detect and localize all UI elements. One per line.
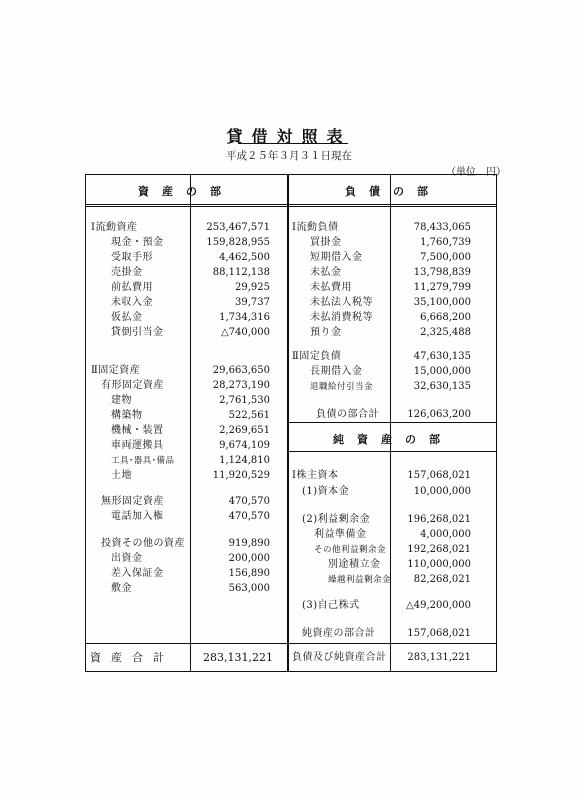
title-underline <box>238 143 348 144</box>
asset-item-label: 車両運搬具 <box>111 440 164 451</box>
asset-item-value: 1,734,316 <box>219 312 270 323</box>
asset-item-label: 出資金 <box>111 553 143 564</box>
assets-total-row <box>90 651 273 665</box>
asset-item-label: 現金・預金 <box>111 237 164 248</box>
asset-item-label: 敷金 <box>111 583 132 594</box>
liability-item-label: 短期借入金 <box>310 252 363 263</box>
asset-item-label: 仮払金 <box>111 312 143 323</box>
asset-item-label: 構築物 <box>111 410 143 421</box>
asset-item-value: 253,467,571 <box>206 222 270 233</box>
net-assets-total-separator <box>288 643 497 644</box>
liability-item-row <box>292 251 471 265</box>
liability-item-row <box>292 236 471 250</box>
asset-item-value: 156,890 <box>228 568 270 579</box>
net-asset-item-label: (2)利益剰余金 <box>302 514 371 525</box>
asset-item-row <box>91 236 270 250</box>
net-asset-item-value: 4,000,000 <box>420 529 471 540</box>
asset-item-label: 貸倒引当金 <box>111 327 164 338</box>
asset-item-label: 売掛金 <box>111 267 143 278</box>
asset-item-row <box>91 552 270 566</box>
center-divider <box>287 174 289 672</box>
asset-item-row <box>91 567 270 581</box>
liability-item-value: 2,325,488 <box>420 327 471 338</box>
asset-item-label: 受取手形 <box>111 252 153 263</box>
asset-item-value: 919,890 <box>228 538 270 549</box>
asset-item-value: 88,112,138 <box>212 267 270 278</box>
asset-item-label: 土地 <box>111 470 132 481</box>
asset-item-value: 9,674,109 <box>219 440 270 451</box>
liabilities-header: 負債の部 <box>345 185 441 198</box>
liability-item-label: Ⅱ固定負債 <box>292 351 342 362</box>
asset-item-label: 工具･器具･備品 <box>111 456 175 466</box>
asset-item-value: 470,570 <box>228 496 270 507</box>
liability-item-value: 6,668,200 <box>420 312 471 323</box>
asset-item-row <box>91 469 270 483</box>
net-assets-header-separator <box>288 451 497 452</box>
liability-item-value: 1,760,739 <box>420 237 471 248</box>
asset-item-row <box>91 495 270 509</box>
net-assets-total-label: 純資産の部合計 <box>302 628 376 639</box>
net-asset-item-value: 192,268,021 <box>407 544 471 555</box>
liabilities-total-separator <box>288 422 497 423</box>
liability-item-row <box>292 350 471 364</box>
asset-item-row <box>91 537 270 551</box>
liability-item-label: 買掛金 <box>310 237 342 248</box>
liability-item-label: 未払法人税等 <box>310 297 373 308</box>
asset-item-label: Ⅱ固定資産 <box>91 365 141 376</box>
net-asset-item-row <box>292 469 471 483</box>
asset-item-row <box>91 296 270 310</box>
liability-item-label: 未払金 <box>310 267 342 278</box>
liability-item-value: 78,433,065 <box>413 222 471 233</box>
net-asset-item-row <box>292 573 471 587</box>
net-asset-item-label: その他利益剰余金 <box>314 545 387 555</box>
asset-item-label: 前払費用 <box>111 282 153 293</box>
liabilities-total-label: 負債の部合計 <box>316 409 379 420</box>
asset-item-row <box>91 326 270 340</box>
asset-item-row <box>91 454 270 468</box>
net-asset-item-label: 繰越利益剰余金 <box>328 575 392 585</box>
liability-item-label: 退職給付引当金 <box>310 382 374 392</box>
liability-item-row <box>292 266 471 280</box>
liability-item-row <box>292 380 471 394</box>
grand-total-label: 負債及び純資産合計 <box>292 652 387 663</box>
asset-item-label: 電話加入権 <box>111 511 164 522</box>
net-asset-item-value: 157,068,021 <box>407 470 471 481</box>
net-asset-item-label: (3)自己株式 <box>302 600 360 611</box>
liability-item-row <box>292 221 471 235</box>
asset-item-row <box>91 394 270 408</box>
asset-item-value: 1,124,810 <box>219 455 270 466</box>
net-assets-total-value: 157,068,021 <box>407 628 471 639</box>
header-separator <box>85 204 497 207</box>
asset-item-value: 28,273,190 <box>212 380 270 391</box>
document-date: 平成２５年３月３１日現在 <box>226 150 352 162</box>
asset-item-value: 563,000 <box>228 583 270 594</box>
asset-item-row <box>91 582 270 596</box>
asset-item-row <box>91 266 270 280</box>
net-asset-item-value: 110,000,000 <box>407 559 471 570</box>
asset-item-row <box>91 281 270 295</box>
asset-item-value: 29,925 <box>235 282 270 293</box>
assets-total-label: 資産合計 <box>90 651 174 664</box>
liability-item-row <box>292 281 471 295</box>
net-asset-item-value: 82,268,021 <box>413 574 471 585</box>
liability-item-row <box>292 365 471 379</box>
net-asset-item-row <box>292 485 471 499</box>
asset-item-label: 機械・装置 <box>111 425 164 436</box>
liability-item-row <box>292 311 471 325</box>
asset-item-value: △740,000 <box>220 327 270 338</box>
liability-item-value: 47,630,135 <box>413 351 471 362</box>
asset-item-row <box>91 221 270 235</box>
liability-item-row <box>292 296 471 310</box>
unit-label: （単位 円） <box>446 167 506 178</box>
net-asset-item-value: 10,000,000 <box>413 486 471 497</box>
asset-item-value: 2,761,530 <box>219 395 270 406</box>
asset-item-row <box>91 409 270 423</box>
asset-item-row <box>91 311 270 325</box>
assets-header: 資産の部 <box>138 185 234 198</box>
asset-item-value: 200,000 <box>228 553 270 564</box>
liability-item-value: 13,798,839 <box>413 267 471 278</box>
asset-total-separator <box>85 643 289 644</box>
asset-item-row <box>91 364 270 378</box>
net-asset-item-row <box>292 558 471 572</box>
net-asset-item-row <box>292 543 471 557</box>
net-asset-item-value: △49,200,000 <box>406 600 471 611</box>
liability-item-label: 未払消費税等 <box>310 312 373 323</box>
net-asset-item-row <box>292 599 471 613</box>
asset-item-row <box>91 439 270 453</box>
asset-item-value: 39,737 <box>235 297 270 308</box>
document-title: 貸借対照表 <box>226 127 352 146</box>
liabilities-total-row <box>292 408 471 422</box>
asset-item-row <box>91 251 270 265</box>
asset-item-value: 4,462,500 <box>219 252 270 263</box>
liability-item-value: 32,630,135 <box>413 381 471 392</box>
net-asset-item-label: 利益準備金 <box>314 529 367 540</box>
asset-item-value: 159,828,955 <box>206 237 270 248</box>
assets-total-value: 283,131,221 <box>203 651 273 664</box>
liability-item-value: 7,500,000 <box>420 252 471 263</box>
liability-item-label: 長期借入金 <box>310 366 363 377</box>
net-asset-item-row <box>292 528 471 542</box>
asset-item-label: 差入保証金 <box>111 568 164 579</box>
liability-item-value: 35,100,000 <box>413 297 471 308</box>
asset-item-row <box>91 510 270 524</box>
net-asset-item-value: 196,268,021 <box>407 514 471 525</box>
grand-total-row <box>292 651 471 665</box>
asset-item-value: 11,920,529 <box>212 470 270 481</box>
net-assets-header: 純資産の部 <box>333 433 453 446</box>
asset-item-label: 建物 <box>111 395 132 406</box>
net-asset-item-label: (1)資本金 <box>302 486 350 497</box>
liability-item-label: 未払費用 <box>310 282 352 293</box>
liability-item-row <box>292 326 471 340</box>
asset-item-value: 470,570 <box>228 511 270 522</box>
asset-item-label: Ⅰ流動資産 <box>91 222 138 233</box>
asset-item-value: 2,269,651 <box>219 425 270 436</box>
liability-item-label: 預り金 <box>310 327 342 338</box>
grand-total-value: 283,131,221 <box>407 652 471 663</box>
liability-item-label: Ⅰ流動負債 <box>292 222 339 233</box>
liability-item-value: 11,279,799 <box>413 282 471 293</box>
net-asset-item-label: Ⅰ株主資本 <box>292 470 339 481</box>
net-asset-item-row <box>292 513 471 527</box>
liabilities-total-value: 126,063,200 <box>407 409 471 420</box>
asset-item-row <box>91 424 270 438</box>
net-asset-item-label: 別途積立金 <box>328 559 381 570</box>
liability-item-value: 15,000,000 <box>413 366 471 377</box>
asset-item-label: 投資その他の資産 <box>101 538 185 549</box>
asset-item-value: 29,663,650 <box>212 365 270 376</box>
asset-item-row <box>91 379 270 393</box>
asset-item-label: 未収入金 <box>111 297 153 308</box>
asset-item-label: 無形固定資産 <box>101 496 164 507</box>
net-assets-total-row <box>292 627 471 641</box>
asset-item-label: 有形固定資産 <box>101 380 164 391</box>
asset-item-value: 522,561 <box>228 410 270 421</box>
